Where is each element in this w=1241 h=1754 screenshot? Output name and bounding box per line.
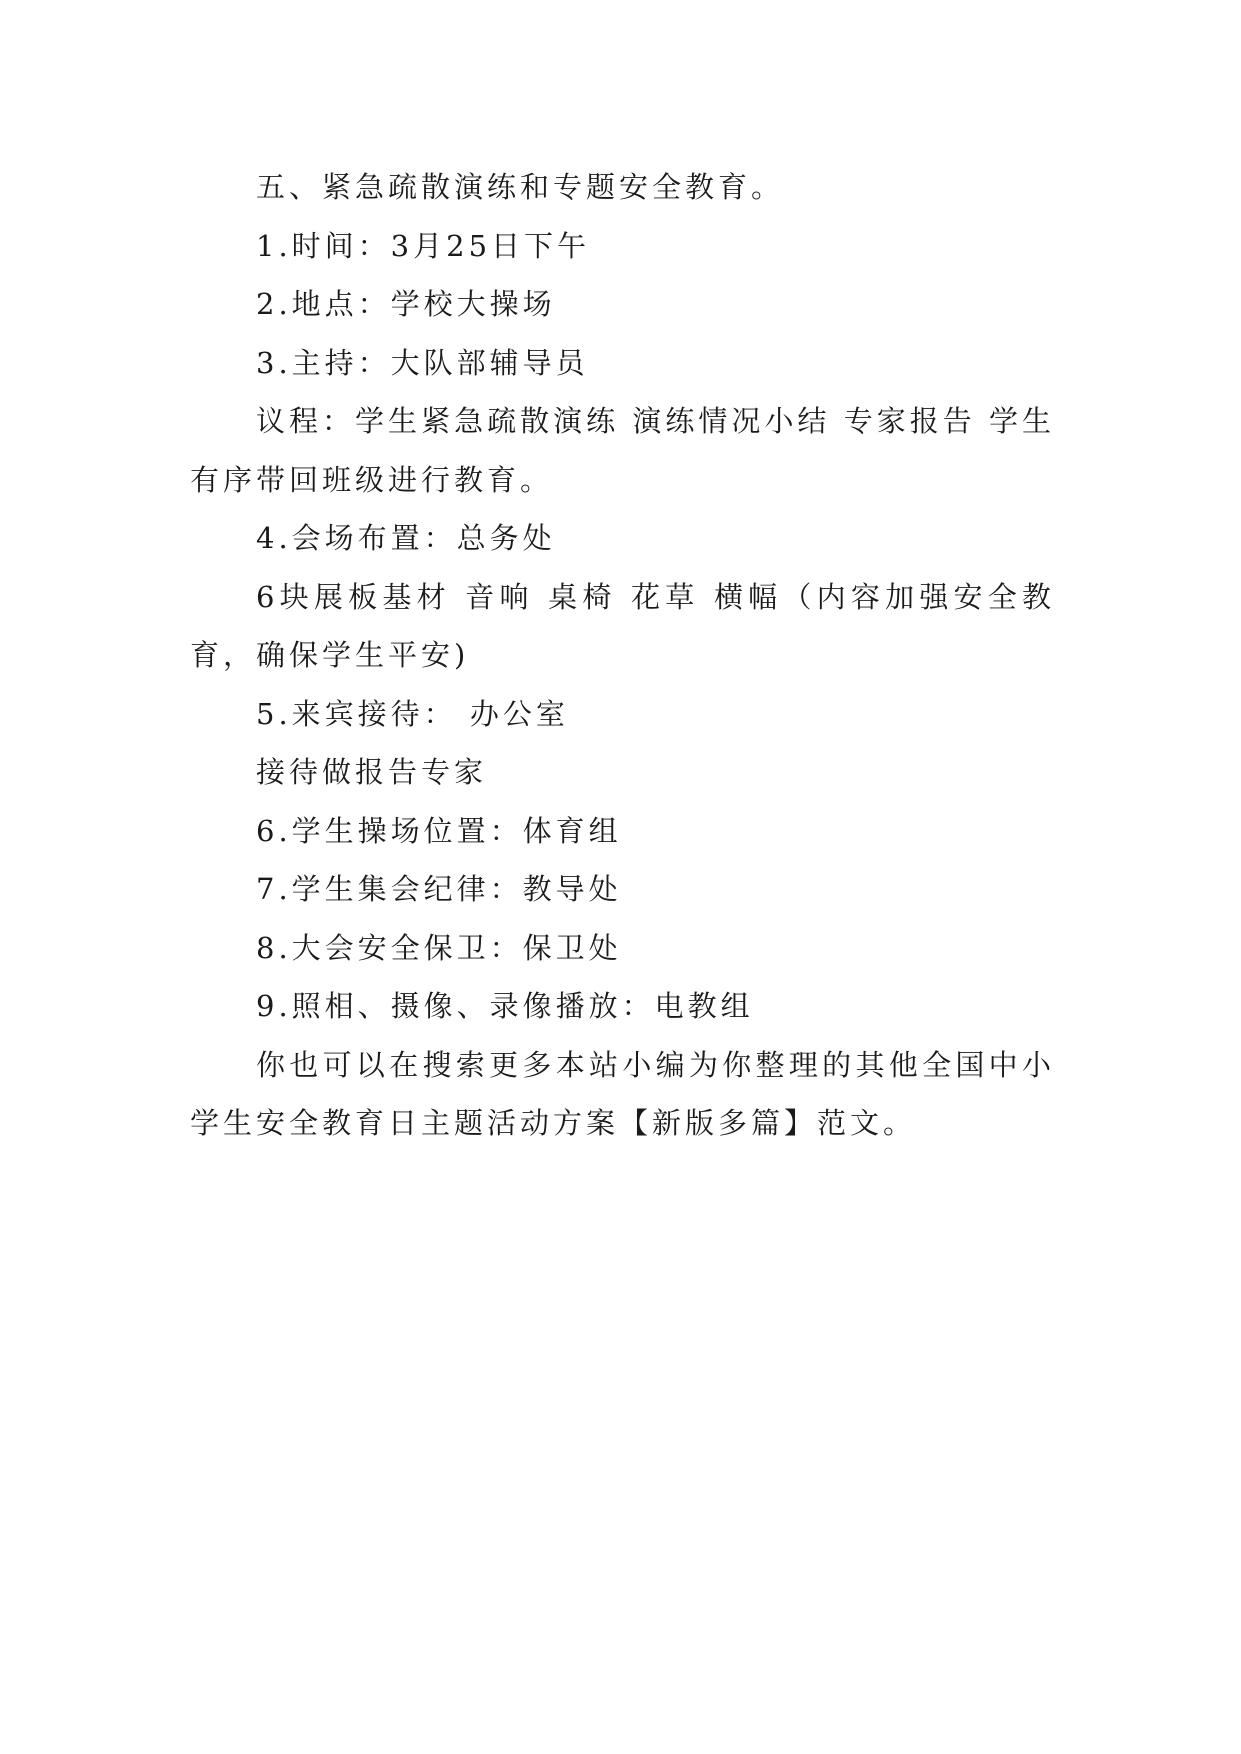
list-item-discipline: 7.学生集会纪律：教导处: [256, 872, 622, 906]
list-item-positions: 6.学生操场位置：体育组: [256, 813, 622, 848]
list-item-location: 2.地点：学校大操场: [256, 287, 556, 321]
list-item-media: 9.照相、摄像、录像播放：电教组: [256, 989, 754, 1023]
list-item-host: 3.主持：大队部辅导员: [256, 345, 589, 380]
closing-paragraph: 你也可以在搜索更多本站小编为你整理的其他全国中小学生安全教育日主题活动方案【新版多篇】范文。: [190, 1047, 1055, 1140]
reception-detail-paragraph: 接待做报告专家: [256, 755, 488, 789]
list-item-time: 1.时间：3月25日下午: [256, 228, 591, 263]
list-item-reception: 5.来宾接待： 办公室: [256, 696, 569, 731]
section-heading: 五、紧急疏散演练和专题安全教育。: [256, 170, 785, 204]
agenda-paragraph: 议程：学生紧急疏散演练 演练情况小结 专家报告 学生有序带回班级进行教育。: [190, 404, 1055, 497]
list-item-venue: 4.会场布置：总务处: [256, 521, 556, 555]
document-body: [190, 158, 1055, 1153]
venue-materials-paragraph: 6块展板基材 音响 桌椅 花草 横幅（内容加强安全教育，确保学生平安): [190, 579, 1055, 672]
list-item-security: 8.大会安全保卫：保卫处: [256, 930, 622, 965]
